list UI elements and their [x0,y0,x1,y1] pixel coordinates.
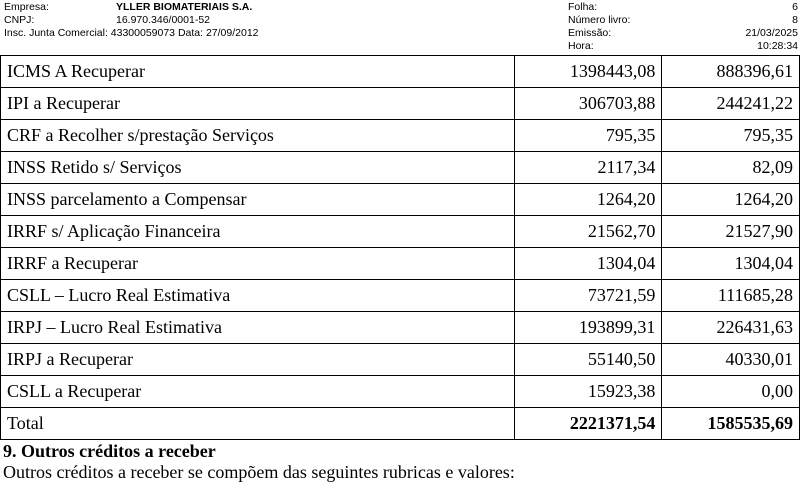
table-row [1,152,800,184]
row-value-previous: 82,09 [662,152,800,184]
table-row [1,56,800,88]
row-value-previous: 226431,63 [662,312,800,344]
row-value-current: 1398443,08 [515,56,662,88]
page-info [568,1,798,53]
table-row [1,216,800,248]
row-value-current: 306703,88 [515,88,662,120]
empresa-label: Empresa: [4,1,49,13]
row-label: IRPJ a Recuperar [1,344,515,376]
row-value-previous: 795,35 [662,120,800,152]
row-label: CSLL a Recuperar [1,376,515,408]
document-header [0,0,800,52]
table-row [1,88,800,120]
row-label: IRPJ – Lucro Real Estimativa [1,312,515,344]
empresa-value: YLLER BIOMATERIAIS S.A. [116,1,253,13]
emissao-value: 21/03/2025 [745,27,798,39]
row-value-current: 795,35 [515,120,662,152]
total-label: Total [1,408,515,440]
row-label: INSS parcelamento a Compensar [1,184,515,216]
total-value-previous: 1585535,69 [662,408,800,440]
section-description: Outros créditos a receber se compõem das seguintes rubricas e valores: [3,462,515,482]
row-value-previous: 40330,01 [662,344,800,376]
livro-value: 8 [792,14,798,26]
cnpj-value: 16.970.346/0001-52 [116,14,211,26]
table-row [1,312,800,344]
hora-label: Hora: [568,40,594,52]
row-value-current: 2117,34 [515,152,662,184]
row-value-previous: 111685,28 [662,280,800,312]
junta-comercial: Insc. Junta Comercial: 43300059073 Data: 27/09/2012 [4,27,259,39]
total-row [1,408,800,440]
company-info [4,1,259,40]
table-row [1,344,800,376]
row-label: ICMS A Recuperar [1,56,515,88]
row-value-current: 15923,38 [515,376,662,408]
table-row [1,120,800,152]
row-label: CRF a Recolher s/prestação Serviços [1,120,515,152]
row-value-previous: 1304,04 [662,248,800,280]
emissao-label: Emissão: [568,27,612,39]
row-label: INSS Retido s/ Serviços [1,152,515,184]
row-value-previous: 888396,61 [662,56,800,88]
tax-credits-table [0,55,800,440]
table-row [1,184,800,216]
table-row [1,248,800,280]
row-value-current: 1264,20 [515,184,662,216]
row-value-current: 21562,70 [515,216,662,248]
row-value-previous: 1264,20 [662,184,800,216]
row-label: IRRF a Recuperar [1,248,515,280]
livro-label: Número livro: [568,14,631,26]
folha-value: 6 [792,1,798,13]
row-value-current: 1304,04 [515,248,662,280]
row-value-current: 73721,59 [515,280,662,312]
cnpj-label: CNPJ: [4,14,35,26]
hora-value: 10:28:34 [757,40,798,52]
table-row [1,376,800,408]
row-value-previous: 21527,90 [662,216,800,248]
total-value-current: 2221371,54 [515,408,662,440]
row-label: CSLL – Lucro Real Estimativa [1,280,515,312]
row-label: IRRF s/ Aplicação Financeira [1,216,515,248]
table-row [1,280,800,312]
section-heading: 9. Outros créditos a receber [3,441,216,461]
row-label: IPI a Recuperar [1,88,515,120]
row-value-previous: 244241,22 [662,88,800,120]
row-value-current: 193899,31 [515,312,662,344]
row-value-previous: 0,00 [662,376,800,408]
row-value-current: 55140,50 [515,344,662,376]
folha-label: Folha: [568,1,598,13]
